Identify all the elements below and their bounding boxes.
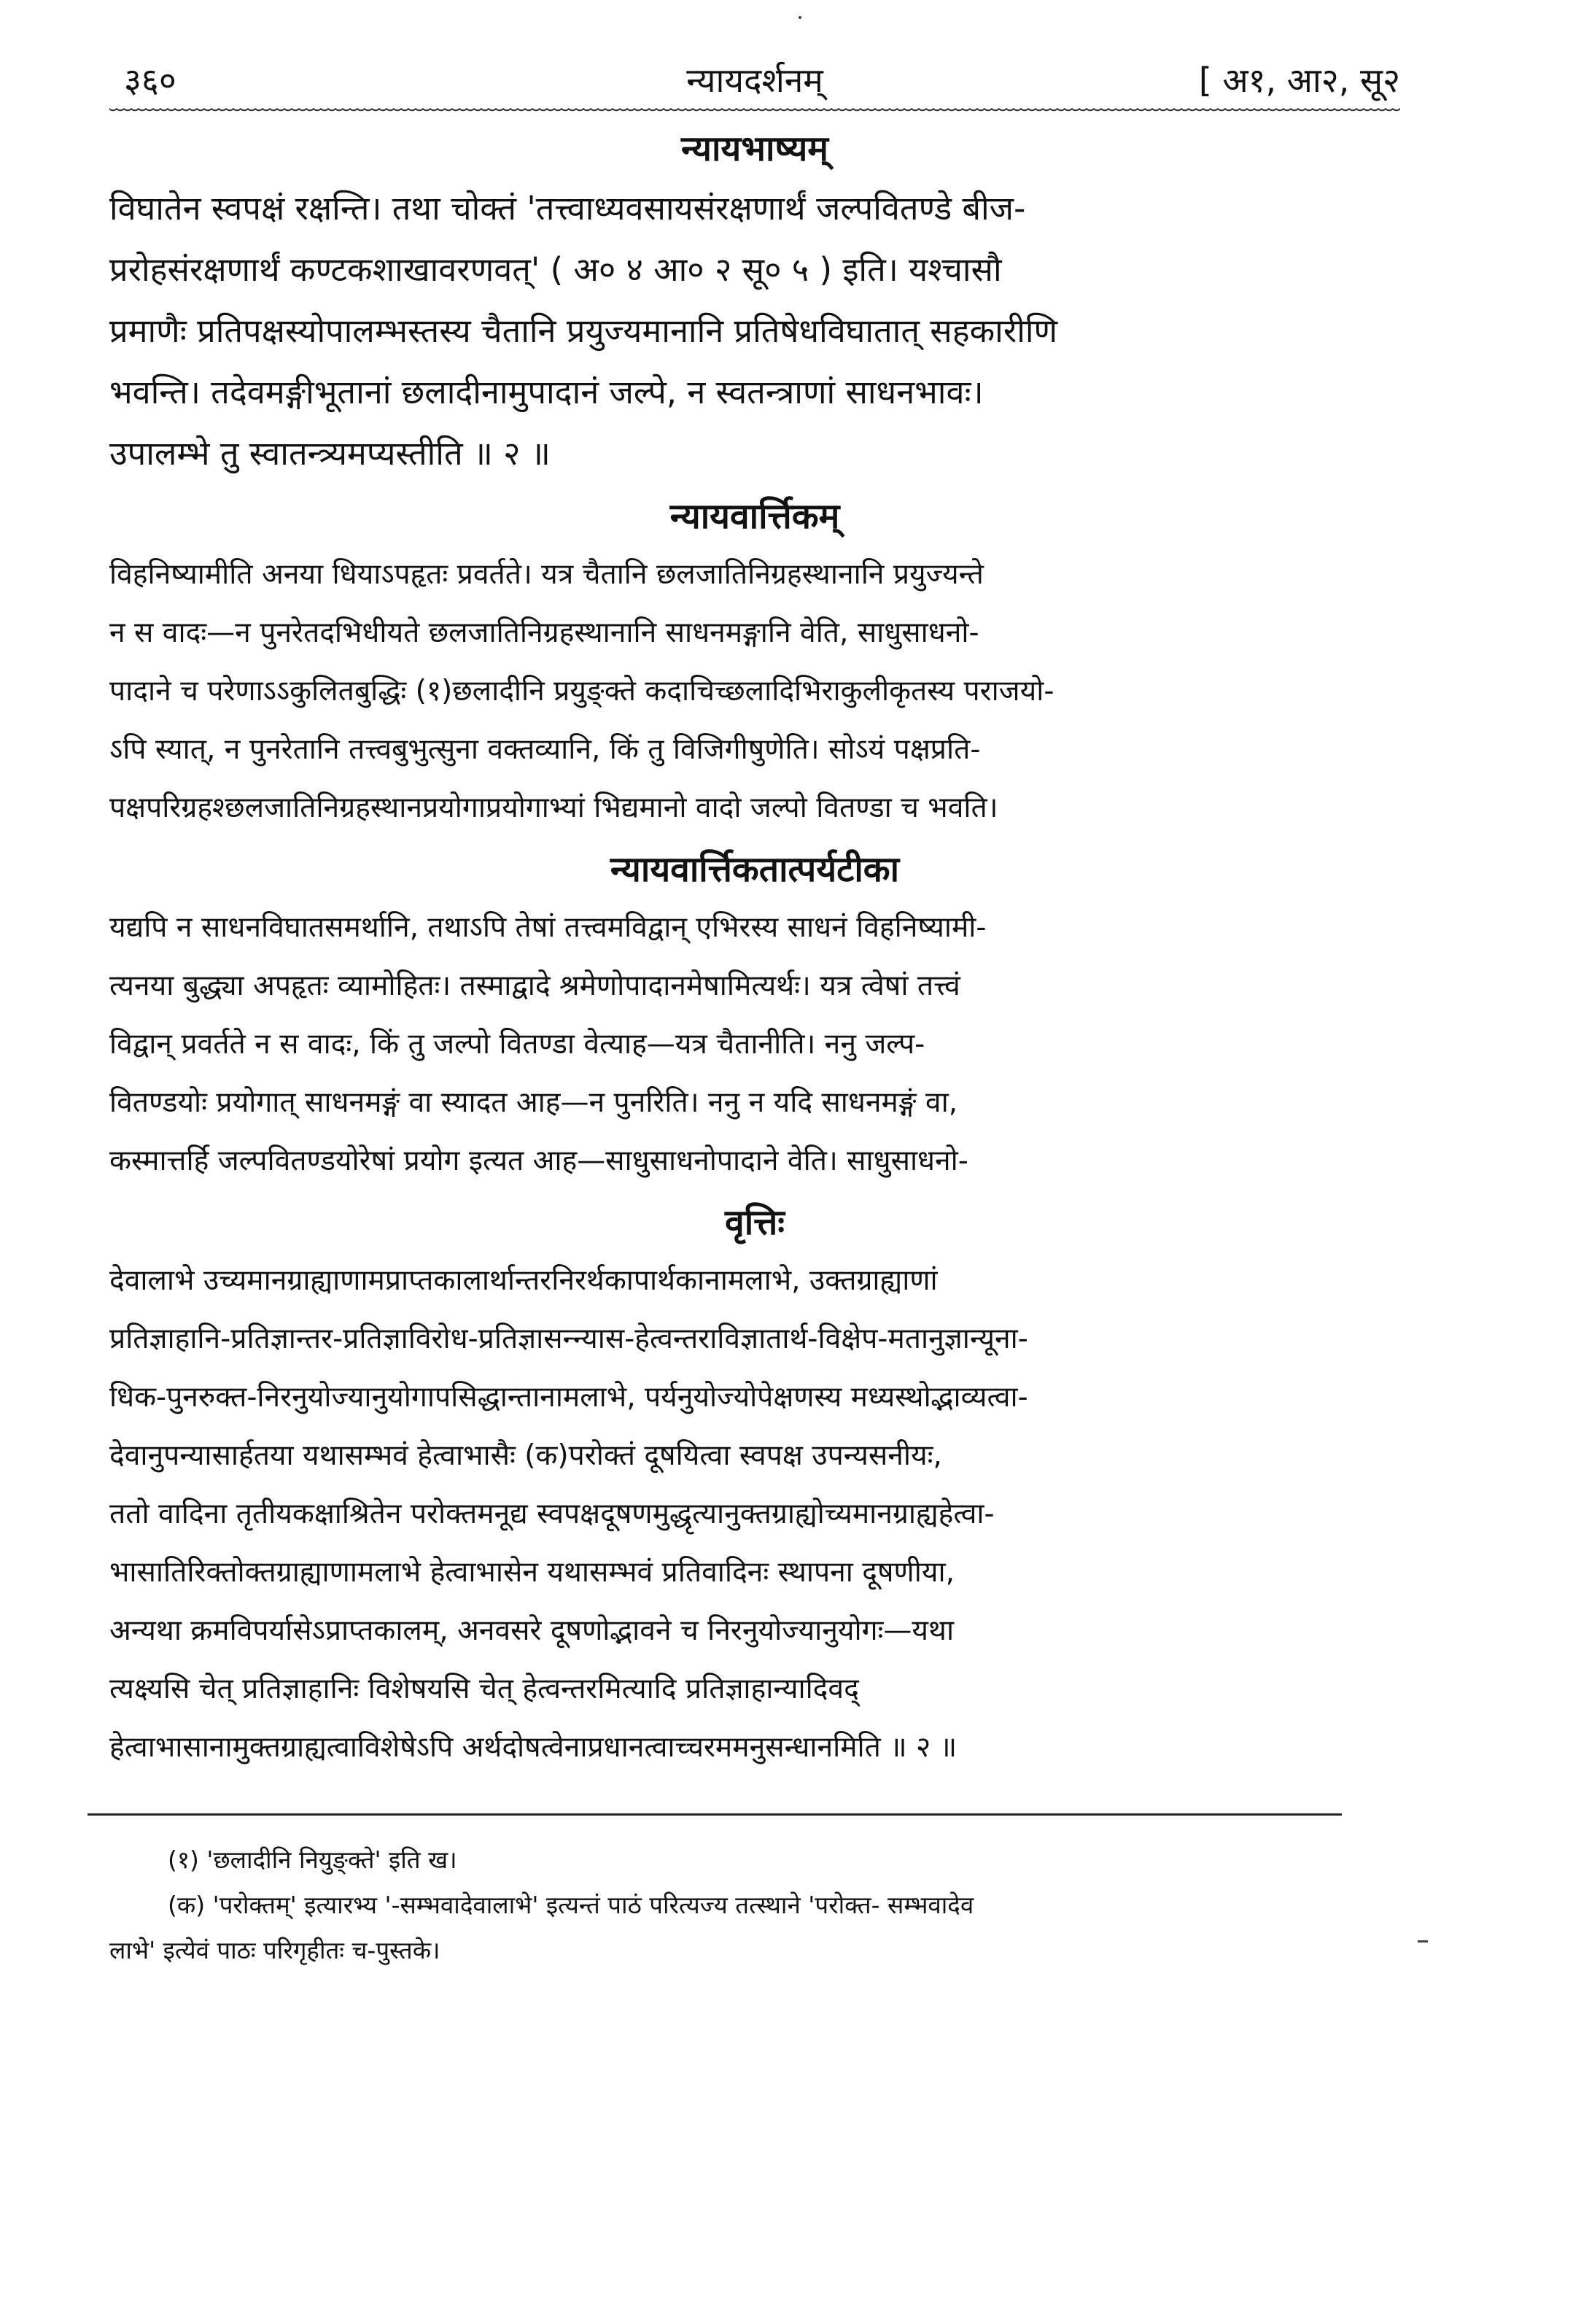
section-vritti bbox=[109, 1193, 1400, 1777]
text-line: भासातिरिक्तोक्तग्राह्याणामलाभे हेत्वाभासेन यथासम्भवं प्रतिवादिनः स्थापना दूषणीया, bbox=[109, 1556, 955, 1589]
text-line: देवालाभे उच्यमानग्राह्याणामप्राप्तकालार्थान्तरनिरर्थकापार्थकानामलाभे, उक्तग्राह्याणां bbox=[109, 1264, 938, 1297]
text-line: प्रतिज्ञाहानि-प्रतिज्ञान्तर-प्रतिज्ञाविरोध-प्रतिज्ञासन्न्यास-हेत्वन्तराविज्ञातार्थ-विक्षेप-मतानुज्ञान्यूना- bbox=[109, 1322, 1028, 1355]
text-line: यद्यपि न साधनविघातसमर्थानि, तथाऽपि तेषां तत्त्वमविद्वान् एभिरस्य साधनं विहनिष्यामी- bbox=[109, 911, 987, 944]
section-text bbox=[109, 1252, 1400, 1777]
text-line: पादाने च परेणाऽऽकुलितबुद्धिः (१)छलादीनि प्रयुङ्क्ते कदाचिच्छलादिभिराकुलीकृतस्य पराजयो- bbox=[109, 675, 1054, 708]
running-header bbox=[109, 51, 1400, 102]
footnotes bbox=[109, 1837, 1400, 1973]
section-title: वृत्तिः bbox=[725, 1202, 785, 1243]
text-line: भवन्ति। तदेवमङ्गीभूतानां छलादीनामुपादानं जल्पे, न स्वतन्त्राणां साधनभावः। bbox=[109, 373, 984, 411]
section-nyayabhashyam bbox=[109, 120, 1400, 484]
text-line: त्यनया बुद्ध्या अपहृतः व्यामोहितः। तस्माद्वादे श्रमेणोपादानमेषामित्यर्थः। यत्र त्वेषां तत्त्वं bbox=[109, 969, 960, 1002]
text-line: ततो वादिना तृतीयकक्षाश्रितेन परोक्तमनूद्य स्वपक्षदूषणमुद्धृत्यानुक्तग्राह्योच्यमानग्राह्यहेत्वा- bbox=[109, 1498, 995, 1530]
header-wavy-rule bbox=[109, 106, 1400, 117]
text-line: विघातेन स्वपक्षं रक्षन्ति। तथा चोक्तं 'तत्त्वाध्यवसायसंरक्षणार्थं जल्पवितण्डे बीज- bbox=[109, 189, 1026, 228]
section-text bbox=[109, 899, 1400, 1190]
text-line: त्यक्ष्यसि चेत् प्रतिज्ञाहानिः विशेषयसि चेत् हेत्वन्तरमित्यादि प्रतिज्ञाहान्यादिवद् bbox=[109, 1673, 859, 1705]
text-line: विद्वान् प्रवर्तते न स वादः, किं तु जल्पो वितण्डा वेत्याह—यत्र चैतानीति। ननु जल्प- bbox=[109, 1028, 925, 1061]
chapter-reference: [ अ१, आ२, सू२ bbox=[1198, 61, 1400, 100]
text-line: हेत्वाभासानामुक्तग्राह्यत्वाविशेषेऽपि अर्थदोषत्वेनाप्रधानत्वाच्चरममनुसन्धानमिति ॥ २ ॥ bbox=[109, 1731, 957, 1764]
text-line: विहनिष्यामीति अनया धियाऽपहृतः प्रवर्तते। यत्र चैतानि छलजातिनिग्रहस्थानानि प्रयुज्यन्ते bbox=[109, 558, 984, 591]
text-line: प्ररोहसंरक्षणार्थं कण्टकशाखावरणवत्' ( अ० ४ आ० २ सू० ५ ) इति। यश्चासौ bbox=[109, 250, 1002, 289]
footnote-divider bbox=[88, 1813, 1342, 1816]
section-text bbox=[109, 546, 1400, 837]
footnote-ka: (क) 'परोक्तम्' इत्यारभ्य '-सम्भवादेवालाभे' इत्यन्तं पाठं परित्यज्य तत्स्थाने 'परोक्त- सम्भवादेव bbox=[168, 1891, 974, 1919]
text-line: न स वादः—न पुनरेतदभिधीयते छलजातिनिग्रहस्थानानि साधनमङ्गानि वेति, साधुसाधनो- bbox=[109, 616, 979, 649]
text-line: ऽपि स्यात्, न पुनरेतानि तत्त्वबुभुत्सुना वक्तव्यानि, किं तु विजिगीषुणेति। सोऽयं पक्षप्रति- bbox=[109, 733, 981, 766]
footnote-ka-continuation: लाभे' इत्येवं पाठः परिगृहीतः च-पुस्तके। bbox=[109, 1936, 440, 1964]
section-title: न्यायभाष्यम् bbox=[680, 128, 829, 169]
running-title: न्यायदर्शनम् bbox=[686, 61, 823, 100]
page-number: ३६० bbox=[124, 61, 176, 100]
section-title: न्यायवार्त्तिकम् bbox=[669, 496, 840, 537]
section-nyayavarttikam bbox=[109, 487, 1400, 837]
text-line: वितण्डयोः प्रयोगात् साधनमङ्गं वा स्यादत आह—न पुनरिति। ननु न यदि साधनमङ्गं वा, bbox=[109, 1086, 958, 1119]
text-line: उपालम्भे तु स्वातन्त्र्यमप्यस्तीति ॥ २ ॥ bbox=[109, 434, 551, 473]
section-tatparyatika bbox=[109, 840, 1400, 1190]
text-line: धिक-पुनरुक्त-निरनुयोज्यानुयोगापसिद्धान्तानामलाभे, पर्यनुयोज्योपेक्षणस्य मध्यस्थोद्भाव्यत्वा- bbox=[109, 1381, 1028, 1414]
text-line: देवानुपन्यासार्हतया यथासम्भवं हेत्वाभासैः (क)परोक्तं दूषयित्वा स्वपक्ष उपन्यसनीयः, bbox=[109, 1439, 942, 1472]
speck bbox=[799, 16, 801, 19]
footnote-1: (१) 'छलादीनि नियुङ्क्ते' इति ख। bbox=[168, 1845, 457, 1874]
document-page bbox=[109, 51, 1400, 1973]
section-title: न्यायवार्त्तिकतात्पर्यटीका bbox=[610, 849, 900, 890]
text-line: कस्मात्तर्हि जल्पवितण्डयोरेषां प्रयोग इत्यत आह—साधुसाधनोपादाने वेति। साधुसाधनो- bbox=[109, 1144, 968, 1177]
margin-mark bbox=[1418, 1940, 1428, 1943]
text-line: पक्षपरिग्रहश्छलजातिनिग्रहस्थानप्रयोगाप्रयोगाभ्यां भिद्यमानो वादो जल्पो वितण्डा च भवति। bbox=[109, 791, 998, 824]
section-text bbox=[109, 178, 1400, 484]
text-line: अन्यथा क्रमविपर्यासेऽप्राप्तकालम्, अनवसरे दूषणोद्भावने च निरनुयोज्यानुयोगः—यथा bbox=[109, 1614, 955, 1647]
text-line: प्रमाणैः प्रतिपक्षस्योपालम्भस्तस्य चैतानि प्रयुज्यमानानि प्रतिषेधविघातात् सहकारीणि bbox=[109, 311, 1058, 350]
